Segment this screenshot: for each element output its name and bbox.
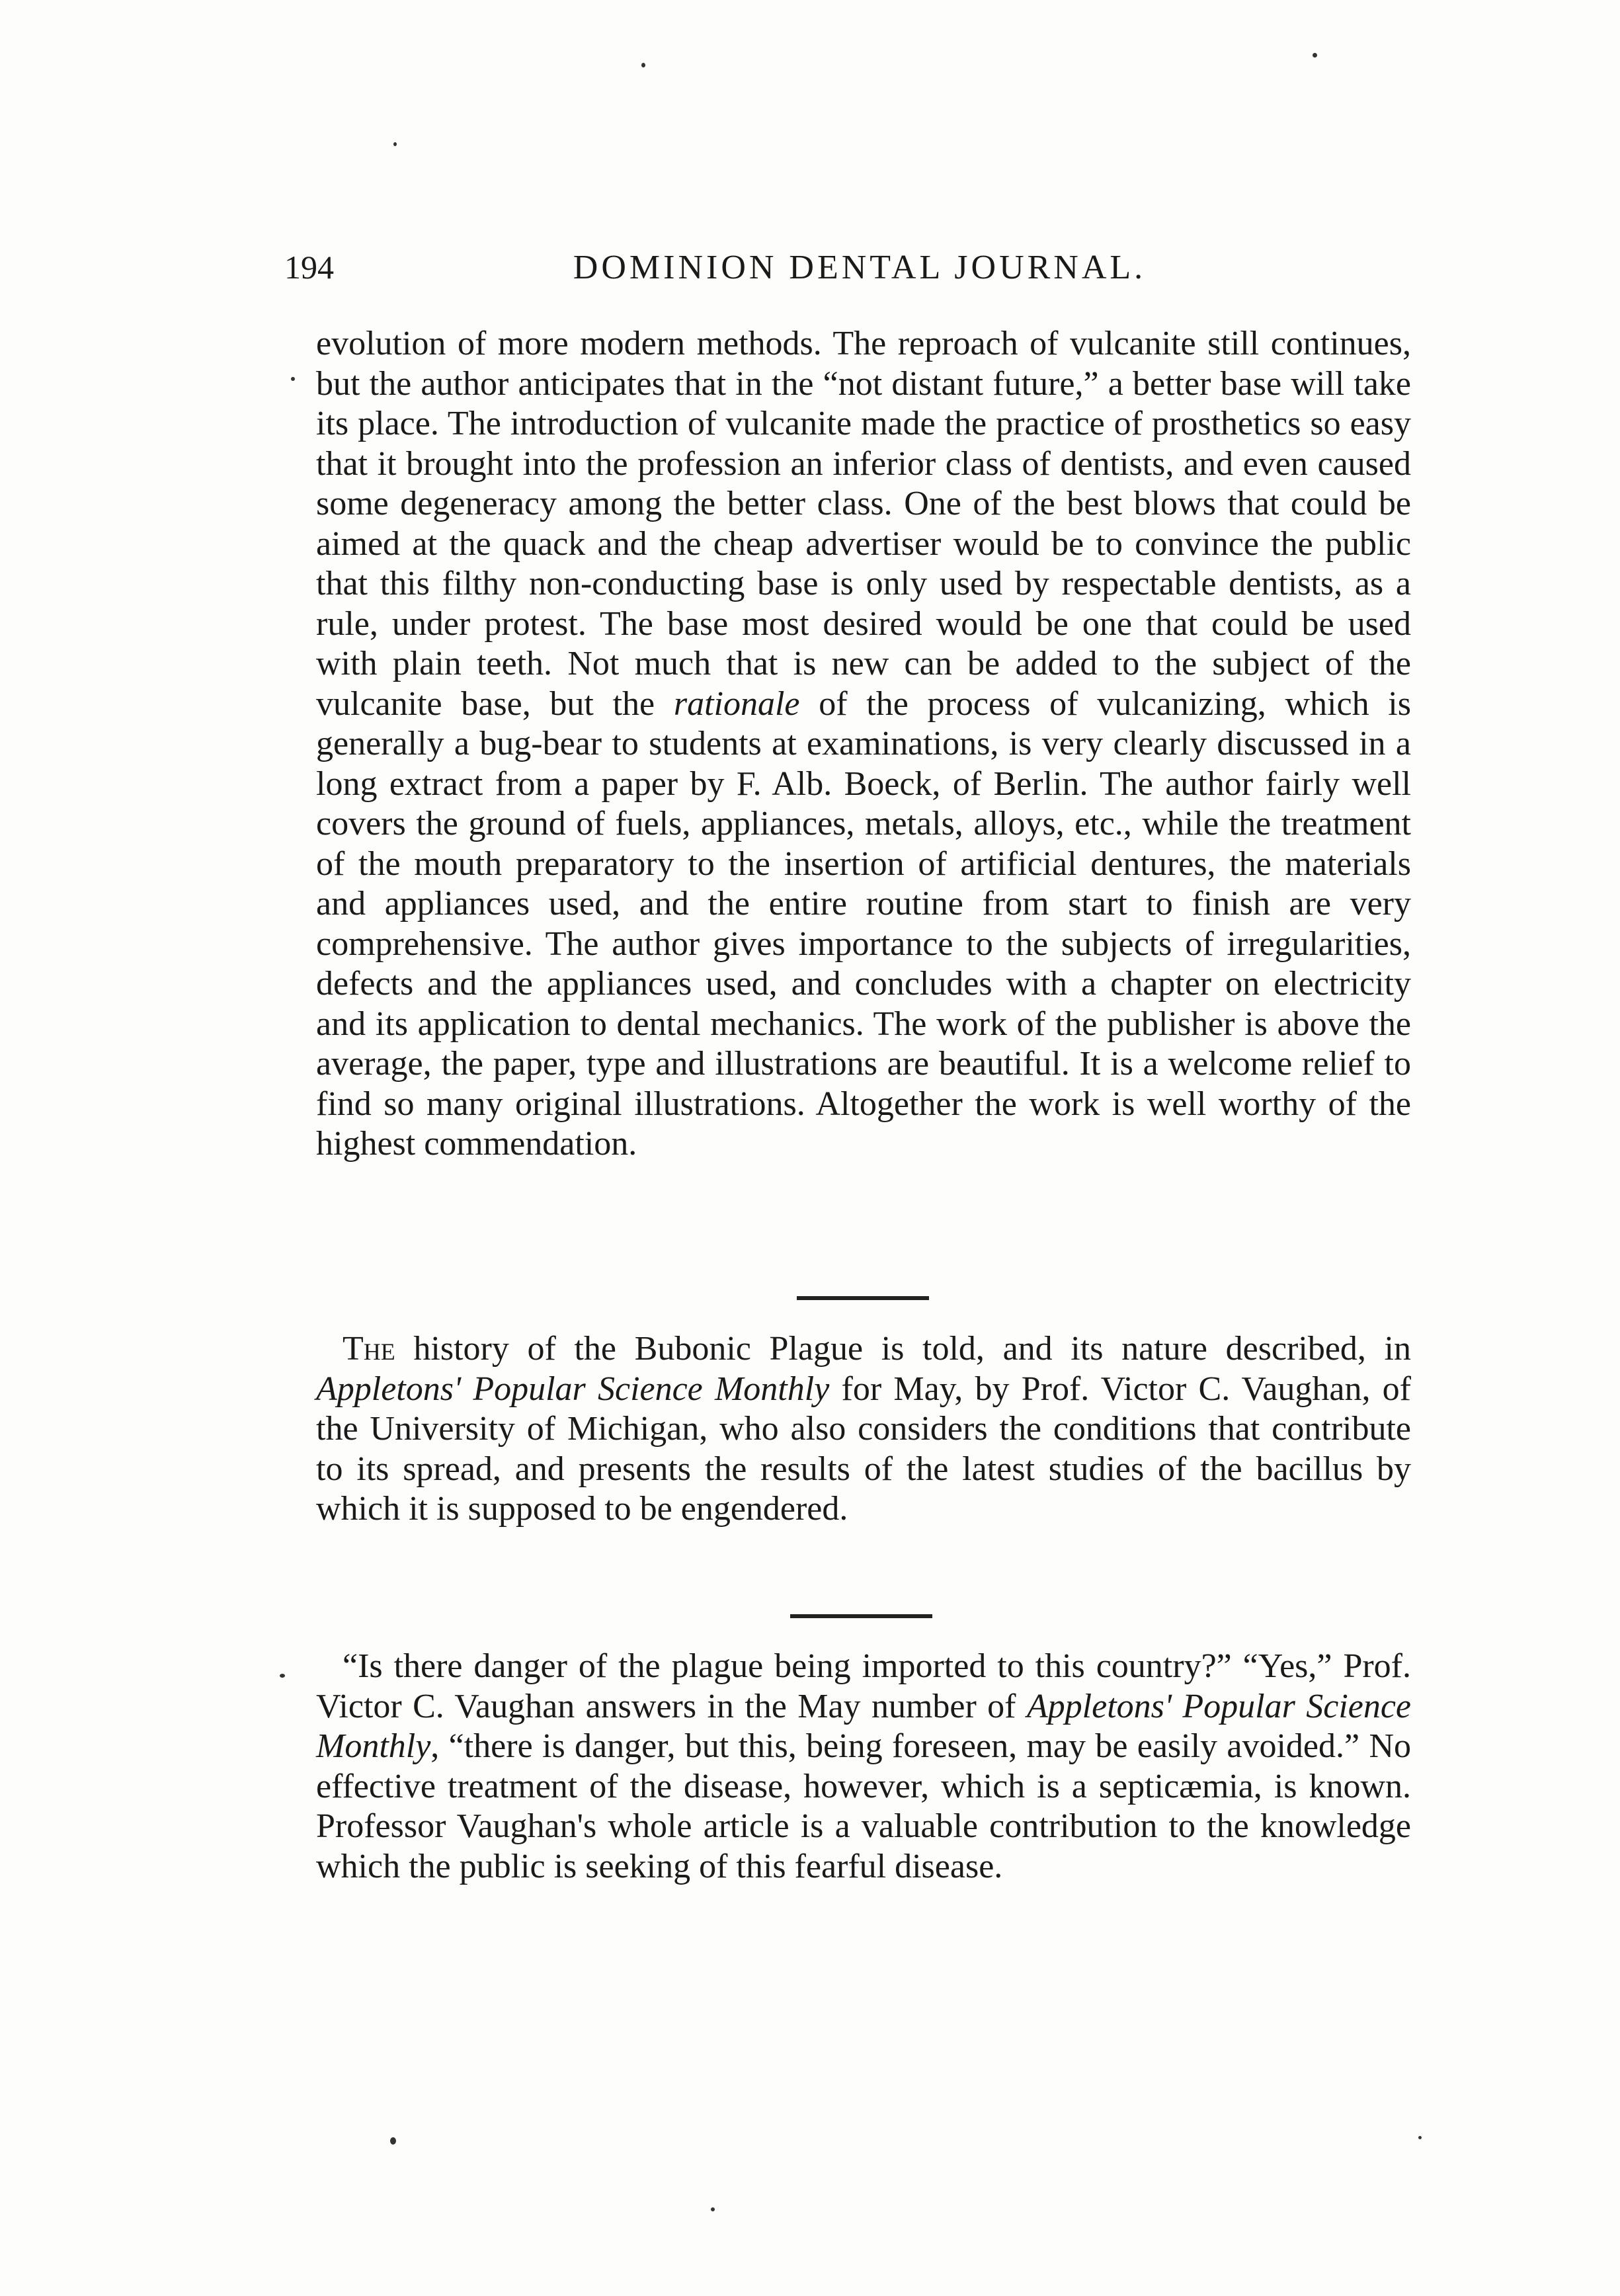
lead-word: The [343,1330,395,1368]
ink-speck [390,2137,396,2145]
running-title: DOMINION DENTAL JOURNAL. [573,249,1147,286]
plague-paragraph: The history of the Bubonic Plague is told, and its nature described, in Appletons' Popular Science Monthly for May, by Prof. Victor C. Vaughan, of the University of Michigan, who also considers the conditions that contribute to its spread, and presents the results of the latest studies of the bacillus by which it is supposed to be engendered. [316,1330,1411,1528]
review-paragraph: evolution of more modern methods. The reproach of vulcanite still continues, but the author anticipates that in the “not distant future,” a better base will take its place. The introduction of vulcanite made the practice of prosthetics so easy that it brought into the profession an inferior class of dentists, and even caused some degeneracy among the better class. One of the best blows that could be aimed at the quack and the cheap advertiser would be to convince the public that this filthy non-conducting base is only used by respectable dentists, as a rule, under protest. The base most desired would be one that could be used with plain teeth. Not much that is new can be added to the subject of the vulcanite base, but the rationale of the process of vulcanizing, which is generally a bug-bear to students at examinations, is very clearly discussed in a long extract from a paper by F. Alb. Boeck, of Berlin. The author fairly well covers the ground of fuels, appliances, metals, alloys, etc., while the treatment of the mouth preparatory to the insertion of artificial dentures, the materials and appliances used, and the entire routine from start to finish are very comprehensive. The author gives importance to the subjects of irregularities, defects and the appliances used, and concludes with a chapter on electricity and its application to dental mechanics. The work of the publisher is above the average, the paper, type and illustrations are beautiful. It is a welcome relief to find so many original illustrations. Altogether the work is well worthy of the highest commendation. [316,325,1411,1163]
plague-danger-note [316,1647,1411,1887]
ink-speck [291,377,295,381]
section-divider [797,1296,929,1300]
ink-speck [641,63,645,67]
ink-speck [711,2207,715,2211]
section-divider [790,1614,932,1618]
magazine-title: Appletons' Popular Science Monthly [316,1687,1412,1765]
danger-paragraph: “Is there danger of the plague being imported to this country?” “Yes,” Prof. Victor C. Vaughan answers in the May number of Appletons' Popular Science Monthly, “there is danger, but this, being foreseen, may be easily avoided.” No effective treatment of the disease, however, which is a septicæmia, is known. Professor Vaughan's whole article is a valuable contribution to the knowledge which the public is seeking of this fearful disease. [316,1647,1412,1885]
book-review-continuation [316,324,1411,1165]
page-number: 194 [284,249,334,286]
ink-speck [1313,53,1317,58]
ink-speck [280,1674,285,1678]
ink-speck [393,142,397,146]
ink-speck [1418,2136,1422,2139]
plague-history-note [316,1329,1411,1530]
italic-term: rationale [673,684,800,723]
magazine-title: Appletons' Popular Science Monthly [316,1370,830,1408]
page-header [284,248,1435,294]
